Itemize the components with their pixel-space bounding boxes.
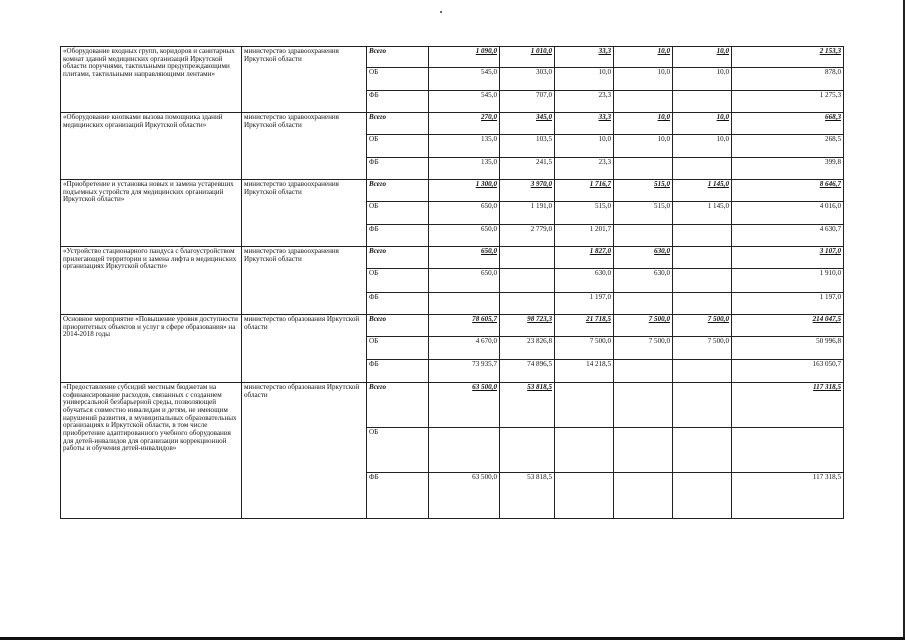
amount-cell (614, 158, 673, 180)
table-row-total (61, 180, 844, 202)
executor-cell: министерство образования Иркутской области (242, 383, 367, 519)
total-amount-cell: 668,3 (732, 113, 844, 135)
funding-source-cell: ФБ (367, 293, 429, 315)
table-row-total (61, 247, 844, 269)
table-row-total (61, 383, 844, 428)
amount-cell: 650,0 (429, 225, 500, 247)
amount-cell (673, 360, 732, 383)
amount-cell (614, 225, 673, 247)
amount-cell: 1 191,0 (500, 202, 555, 225)
amount-cell: 63 500,0 (429, 383, 500, 428)
amount-cell (614, 473, 673, 519)
total-amount-cell: 50 996,8 (732, 337, 844, 360)
amount-cell (500, 428, 555, 473)
amount-cell: 303,0 (500, 68, 555, 91)
table-row-total (61, 113, 844, 135)
budget-table-body (61, 47, 844, 519)
funding-source-cell: Всего (367, 383, 429, 428)
amount-cell (500, 247, 555, 269)
total-amount-cell: 117 318,5 (732, 383, 844, 428)
amount-cell: 10,0 (614, 113, 673, 135)
amount-cell: 10,0 (614, 135, 673, 158)
amount-cell: 10,0 (614, 47, 673, 68)
amount-cell (673, 428, 732, 473)
total-amount-cell: 4 016,0 (732, 202, 844, 225)
activity-name-cell: «Предоставление субсидий местным бюджетам на софинансирование расходов, связанных с созданием универсальной безбарьерной среды, позволяющей обучаться совместно инвалидам и детям, не имеющим нарушений развития, в муниципальных образовательных организациях в Иркутской области, в том числе приобретение адаптированного учебного оборудования для детей-инвалидов для организации коррекционной работы и обучения детей-инвалидов» (61, 383, 242, 519)
amount-cell: 21 718,5 (555, 315, 614, 337)
amount-cell: 10,0 (555, 135, 614, 158)
amount-cell: 650,0 (429, 269, 500, 293)
amount-cell: 630,0 (555, 269, 614, 293)
activity-name-cell: «Устройство стационарного пандуса с благоустройством прилегающей территории и замена лифта в медицинских организациях Иркутской области» (61, 247, 242, 315)
amount-cell: 630,0 (614, 269, 673, 293)
amount-cell: 345,0 (500, 113, 555, 135)
amount-cell (555, 473, 614, 519)
amount-cell (673, 383, 732, 428)
amount-cell (614, 428, 673, 473)
amount-cell: 650,0 (429, 202, 500, 225)
amount-cell (673, 91, 732, 113)
total-amount-cell: 1 275,3 (732, 91, 844, 113)
amount-cell: 103,5 (500, 135, 555, 158)
amount-cell (614, 293, 673, 315)
funding-source-cell: ФБ (367, 158, 429, 180)
funding-source-cell: Всего (367, 47, 429, 68)
amount-cell: 1 010,0 (500, 47, 555, 68)
total-amount-cell: 4 630,7 (732, 225, 844, 247)
executor-cell: министерство здравоохранения Иркутской области (242, 47, 367, 113)
amount-cell (555, 428, 614, 473)
table-row-total (61, 315, 844, 337)
amount-cell (673, 293, 732, 315)
funding-source-cell: ФБ (367, 473, 429, 519)
amount-cell: 53 818,5 (500, 473, 555, 519)
amount-cell: 515,0 (614, 180, 673, 202)
amount-cell (673, 247, 732, 269)
funding-source-cell: Всего (367, 315, 429, 337)
amount-cell: 3 970,0 (500, 180, 555, 202)
amount-cell: 33,3 (555, 113, 614, 135)
amount-cell: 10,0 (614, 68, 673, 91)
amount-cell: 53 818,5 (500, 383, 555, 428)
amount-cell: 73 935,7 (429, 360, 500, 383)
amount-cell: 1 145,0 (673, 202, 732, 225)
funding-source-cell: ФБ (367, 91, 429, 113)
funding-source-cell: ОБ (367, 337, 429, 360)
amount-cell: 1 827,0 (555, 247, 614, 269)
funding-source-cell: Всего (367, 113, 429, 135)
amount-cell: 10,0 (673, 113, 732, 135)
total-amount-cell: 878,0 (732, 68, 844, 91)
amount-cell (614, 91, 673, 113)
activity-name-cell: «Оборудование кнопками вызова помощника зданий медицинских организаций Иркутской области» (61, 113, 242, 180)
total-amount-cell: 3 107,0 (732, 247, 844, 269)
funding-source-cell: Всего (367, 247, 429, 269)
funding-source-cell: ФБ (367, 225, 429, 247)
funding-source-cell: ОБ (367, 428, 429, 473)
amount-cell: 515,0 (614, 202, 673, 225)
executor-cell: министерство здравоохранения Иркутской области (242, 113, 367, 180)
amount-cell (429, 293, 500, 315)
total-amount-cell: 1 910,0 (732, 269, 844, 293)
amount-cell: 74 896,5 (500, 360, 555, 383)
total-amount-cell: 8 646,7 (732, 180, 844, 202)
amount-cell (429, 428, 500, 473)
amount-cell: 78 605,7 (429, 315, 500, 337)
executor-cell: министерство здравоохранения Иркутской области (242, 247, 367, 315)
amount-cell: 1 145,0 (673, 180, 732, 202)
amount-cell: 135,0 (429, 158, 500, 180)
amount-cell: 23,3 (555, 158, 614, 180)
total-amount-cell: 214 047,5 (732, 315, 844, 337)
amount-cell: 545,0 (429, 68, 500, 91)
total-amount-cell (732, 428, 844, 473)
amount-cell (614, 360, 673, 383)
amount-cell: 23,3 (555, 91, 614, 113)
amount-cell: 707,0 (500, 91, 555, 113)
amount-cell (673, 158, 732, 180)
activity-name-cell: «Приобретение и установка новых и замена устаревших подъемных устройств для медицинских организаций Иркутской области» (61, 180, 242, 247)
amount-cell: 1 300,0 (429, 180, 500, 202)
amount-cell: 1 090,0 (429, 47, 500, 68)
amount-cell: 1 197,0 (555, 293, 614, 315)
amount-cell: 1 716,7 (555, 180, 614, 202)
amount-cell: 650,0 (429, 247, 500, 269)
amount-cell: 545,0 (429, 91, 500, 113)
funding-source-cell: ОБ (367, 269, 429, 293)
executor-cell: министерство здравоохранения Иркутской области (242, 180, 367, 247)
scan-speck (440, 11, 442, 13)
total-amount-cell: 2 153,3 (732, 47, 844, 68)
funding-source-cell: ОБ (367, 68, 429, 91)
amount-cell (614, 383, 673, 428)
amount-cell: 14 218,5 (555, 360, 614, 383)
amount-cell: 10,0 (673, 68, 732, 91)
table-row-total (61, 47, 844, 68)
amount-cell: 10,0 (555, 68, 614, 91)
amount-cell: 1 201,7 (555, 225, 614, 247)
amount-cell: 2 779,0 (500, 225, 555, 247)
total-amount-cell: 163 050,7 (732, 360, 844, 383)
amount-cell: 98 723,3 (500, 315, 555, 337)
activity-name-cell: «Оборудование входных групп, коридоров и санитарных комнат зданий медицинских организаций Иркутской области поручнями, тактильными предупреждающими плитами, тактильными направляющими лентами» (61, 47, 242, 113)
amount-cell: 7 500,0 (614, 337, 673, 360)
amount-cell: 10,0 (673, 135, 732, 158)
funding-source-cell: ОБ (367, 202, 429, 225)
funding-source-cell: ФБ (367, 360, 429, 383)
budget-table (60, 46, 844, 519)
total-amount-cell: 1 197,0 (732, 293, 844, 315)
total-amount-cell: 399,8 (732, 158, 844, 180)
amount-cell: 7 500,0 (673, 337, 732, 360)
amount-cell: 7 500,0 (673, 315, 732, 337)
funding-source-cell: Всего (367, 180, 429, 202)
amount-cell: 23 826,8 (500, 337, 555, 360)
amount-cell: 270,0 (429, 113, 500, 135)
amount-cell (673, 225, 732, 247)
executor-cell: министерство образования Иркутской области (242, 315, 367, 383)
amount-cell: 4 670,0 (429, 337, 500, 360)
amount-cell: 7 500,0 (555, 337, 614, 360)
total-amount-cell: 117 318,5 (732, 473, 844, 519)
amount-cell (673, 269, 732, 293)
total-amount-cell: 268,5 (732, 135, 844, 158)
amount-cell: 630,0 (614, 247, 673, 269)
activity-name-cell: Основное мероприятие «Повышение уровня доступности приоритетных объектов и услуг в сфере образования» на 2014-2018 годы (61, 315, 242, 383)
funding-source-cell: ОБ (367, 135, 429, 158)
amount-cell (555, 383, 614, 428)
amount-cell: 33,3 (555, 47, 614, 68)
amount-cell: 135,0 (429, 135, 500, 158)
amount-cell: 7 500,0 (614, 315, 673, 337)
amount-cell: 10,0 (673, 47, 732, 68)
amount-cell: 63 500,0 (429, 473, 500, 519)
amount-cell (500, 269, 555, 293)
amount-cell: 515,0 (555, 202, 614, 225)
amount-cell (500, 293, 555, 315)
amount-cell: 241,5 (500, 158, 555, 180)
amount-cell (673, 473, 732, 519)
